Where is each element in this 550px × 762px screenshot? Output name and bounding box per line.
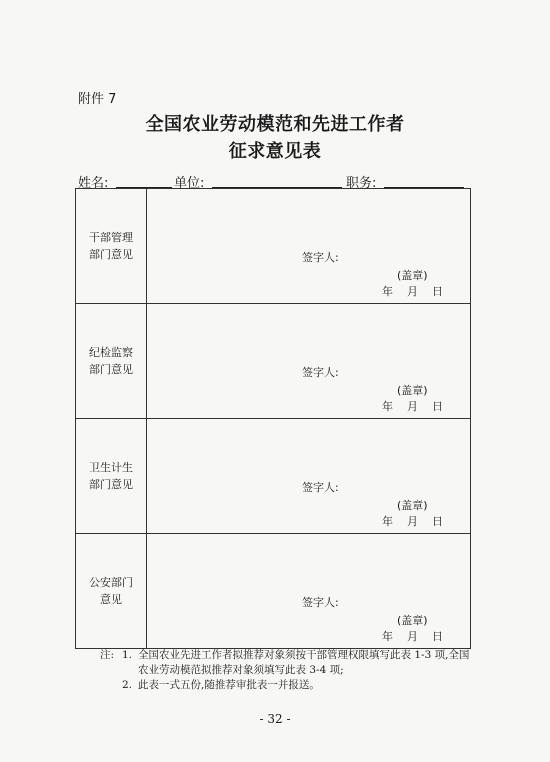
table-row bbox=[76, 189, 471, 304]
note-item bbox=[100, 678, 500, 693]
signer-label: 签字人: bbox=[302, 481, 339, 494]
date-label: 年 月 日 bbox=[382, 515, 443, 528]
opinion-cell[interactable] bbox=[147, 419, 471, 534]
opinion-cell[interactable] bbox=[147, 189, 471, 304]
form-title-line2: 征求意见表 bbox=[228, 141, 322, 162]
seal-label: (盖章) bbox=[397, 384, 428, 397]
table-row bbox=[76, 534, 471, 649]
unit-label: 单位: bbox=[174, 176, 205, 191]
seal-label: (盖章) bbox=[397, 499, 428, 512]
dept-label: 公安部门 意见 bbox=[89, 576, 133, 606]
notes-prefix: 注: bbox=[100, 649, 115, 661]
note-text: 此表一式五份,随推荐审批表一并报送。 bbox=[138, 679, 320, 691]
note-number: 2. bbox=[122, 679, 133, 691]
note-number: 1. bbox=[122, 649, 133, 661]
note-text: 全国农业先进工作者拟推荐对象须按干部管理权限填写此表 1-3 项,全国 bbox=[138, 649, 470, 661]
table-row bbox=[76, 304, 471, 419]
dept-label: 卫生计生 部门意见 bbox=[89, 461, 133, 491]
date-label: 年 月 日 bbox=[382, 285, 443, 298]
opinion-cell[interactable] bbox=[147, 304, 471, 419]
table-row bbox=[76, 419, 471, 534]
date-label: 年 月 日 bbox=[382, 400, 443, 413]
dept-label: 纪检监察 部门意见 bbox=[89, 346, 133, 376]
opinion-cell[interactable] bbox=[147, 534, 471, 649]
dept-cell bbox=[76, 534, 147, 649]
dept-label: 干部管理 部门意见 bbox=[89, 231, 133, 261]
notes-section bbox=[100, 648, 500, 693]
dept-cell bbox=[76, 419, 147, 534]
form-title-line1: 全国农业劳动模范和先进工作者 bbox=[145, 114, 405, 135]
note-item bbox=[100, 648, 500, 663]
dept-cell bbox=[76, 304, 147, 419]
attachment-label: 附件 7 bbox=[78, 92, 117, 107]
page-number: - 32 - bbox=[259, 712, 291, 726]
note-continuation: 农业劳动模范拟推荐对象须填写此表 3-4 项; bbox=[138, 664, 344, 676]
signer-label: 签字人: bbox=[302, 251, 339, 264]
date-label: 年 月 日 bbox=[382, 630, 443, 643]
signer-label: 签字人: bbox=[302, 596, 339, 609]
seal-label: (盖章) bbox=[397, 269, 428, 282]
dept-cell bbox=[76, 189, 147, 304]
opinion-table bbox=[75, 188, 471, 649]
name-label: 姓名: bbox=[78, 176, 109, 191]
position-label: 职务: bbox=[346, 176, 377, 191]
signer-label: 签字人: bbox=[302, 366, 339, 379]
seal-label: (盖章) bbox=[397, 614, 428, 627]
